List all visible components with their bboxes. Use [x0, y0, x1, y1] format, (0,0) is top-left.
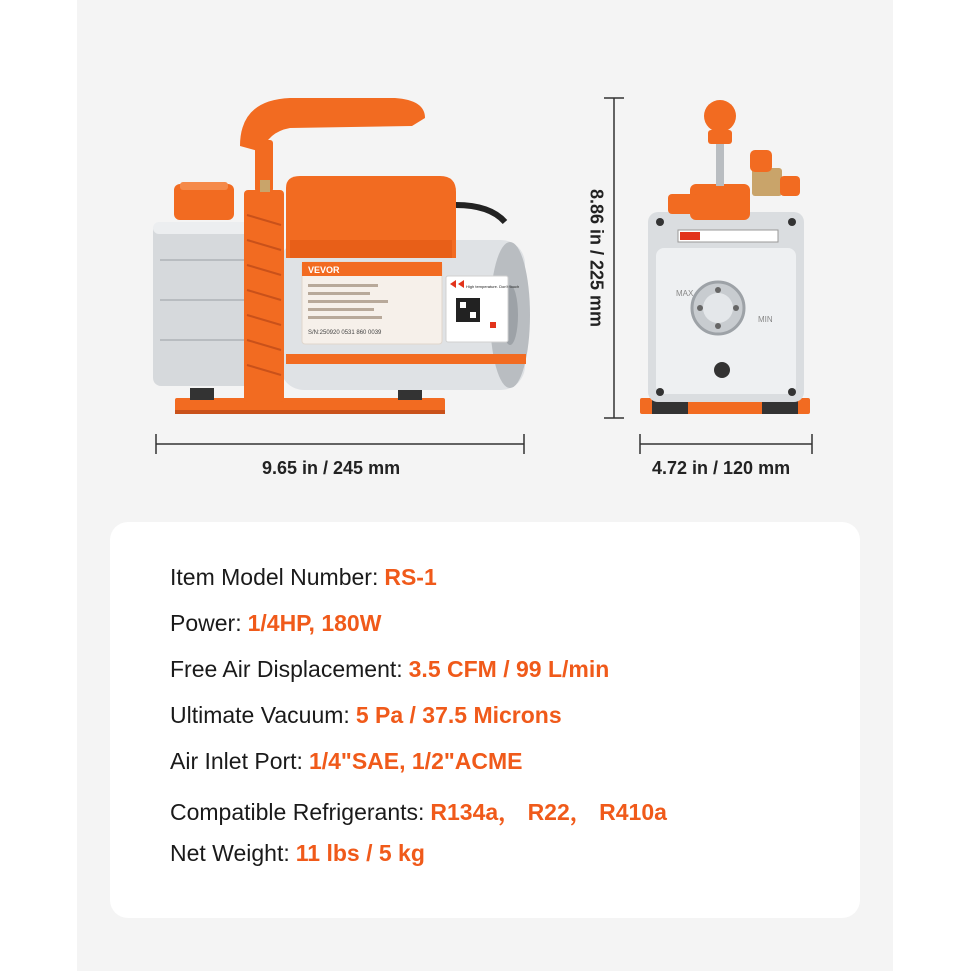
- pump-end-view: [640, 100, 810, 414]
- pump-side-view: [153, 98, 530, 414]
- spec-value: 5 Pa / 37.5 Microns: [355, 702, 562, 728]
- spec-value: 1/4"SAE, 1/2"ACME: [308, 748, 523, 774]
- spec-value: 1/4HP, 180W: [247, 610, 382, 636]
- depth-dimension-label: 4.72 in / 120 mm: [652, 458, 791, 478]
- width-dimension-arrow-icon: [156, 434, 524, 454]
- brand-logo: VEVOR: [308, 265, 340, 275]
- spec-row-model: [170, 564, 437, 591]
- spec-label: Ultimate Vacuum:: [170, 702, 350, 728]
- spec-label: Net Weight:: [170, 840, 290, 866]
- spec-value: RS-1: [384, 564, 437, 590]
- spec-value: 3.5 CFM / 99 L/min: [408, 656, 610, 682]
- width-dimension-label: 9.65 in / 245 mm: [262, 458, 401, 478]
- spec-row-displacement: [170, 656, 609, 683]
- spec-value: R134a， R22， R410a: [430, 799, 667, 825]
- height-dimension-label: 8.86 in / 225 mm: [586, 188, 607, 328]
- spec-row-power: [170, 610, 381, 637]
- serial-number-text: S/N:250920 0531 860 0039: [308, 330, 382, 336]
- max-mark: MAX: [676, 289, 694, 298]
- min-mark: MIN: [758, 315, 773, 324]
- spec-label: Free Air Displacement:: [170, 656, 403, 682]
- spec-label: Power:: [170, 610, 242, 636]
- spec-row-inlet-port: [170, 748, 523, 775]
- warning-text: High temperature. Don't touch: [466, 284, 520, 289]
- spec-row-refrigerants: [170, 794, 667, 827]
- spec-row-vacuum: [170, 702, 562, 729]
- spec-label: Compatible Refrigerants:: [170, 799, 425, 825]
- spec-label: Air Inlet Port:: [170, 748, 303, 774]
- spec-row-weight: [170, 840, 425, 867]
- depth-dimension-arrow-icon: [640, 434, 812, 454]
- spec-label: Item Model Number:: [170, 564, 379, 590]
- spec-card: [110, 522, 860, 918]
- height-dimension-arrow-icon: [604, 98, 624, 418]
- spec-value: 11 lbs / 5 kg: [295, 840, 425, 866]
